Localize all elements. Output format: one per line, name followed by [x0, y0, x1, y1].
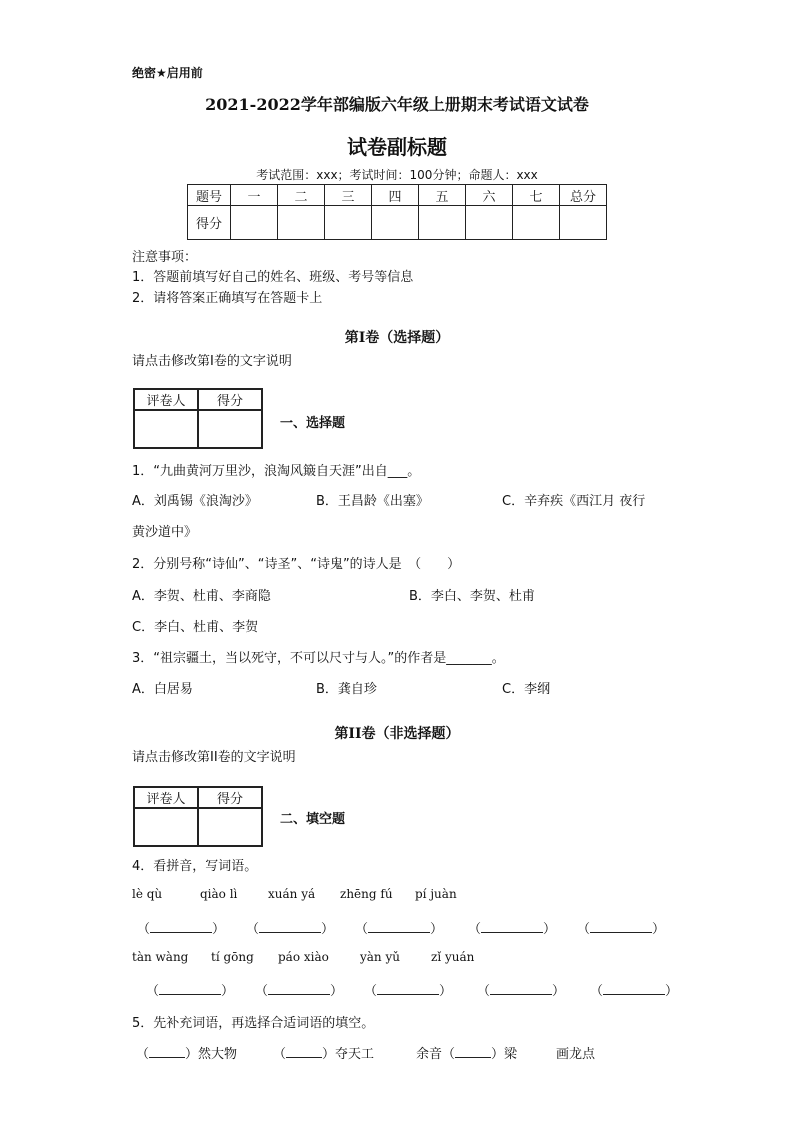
answer-blank[interactable]: （ ） — [468, 922, 557, 937]
answer-blank[interactable]: （ ） — [364, 984, 453, 999]
score-cell[interactable] — [325, 206, 372, 240]
answer-blank[interactable]: （ ） — [146, 984, 235, 999]
exam-title: 2021-2022学年部编版六年级上册期末考试语文试卷 — [205, 95, 589, 114]
answer-blank[interactable]: （ ） — [590, 984, 679, 999]
exam-info: 考试范围：xxx；考试时间：100分钟；命题人：xxx — [256, 168, 538, 182]
q5-item-text: 夺天工 — [335, 1047, 375, 1062]
fill-blank[interactable]: （ ） — [442, 1047, 505, 1062]
score-table-score-label: 得分 — [188, 206, 231, 240]
fill-blank[interactable]: （ ） — [136, 1047, 199, 1062]
grader-score-label: 得分 — [198, 389, 262, 410]
pinyin-item: zhēng fú — [340, 887, 393, 901]
score-cell[interactable] — [513, 206, 560, 240]
grader-cell[interactable] — [134, 410, 198, 448]
q4-stem: 4．看拼音，写词语。 — [132, 859, 258, 874]
grader-score-label: 得分 — [198, 787, 262, 808]
score-table-header-label: 题号 — [188, 185, 231, 206]
q5-item: 画龙点 — [556, 1047, 596, 1062]
note-item: 1．答题前填写好自己的姓名、班级、考号等信息 — [132, 270, 414, 285]
fill-blank[interactable]: （ ） — [273, 1047, 336, 1062]
q1-option-b[interactable]: B．王昌龄《出塞》 — [316, 494, 429, 509]
q1-stem: 1．“九曲黄河万里沙，浪淘风簸自天涯”出自___。 — [132, 464, 421, 479]
confidential-mark: 绝密★启用前 — [132, 66, 203, 80]
q5-item — [416, 1043, 517, 1062]
q1-option-c-cont: 黄沙道中》 — [132, 525, 198, 540]
answer-blank[interactable]: （ ） — [355, 922, 444, 937]
grader-score-cell[interactable] — [198, 808, 262, 846]
grader-cell[interactable] — [134, 808, 198, 846]
grader-score-cell[interactable] — [198, 410, 262, 448]
q3-option-a[interactable]: A．白居易 — [132, 682, 193, 697]
score-cell[interactable] — [560, 206, 607, 240]
answer-blank[interactable]: （ ） — [255, 984, 344, 999]
score-table-col: 四 — [372, 185, 419, 206]
score-table-col: 七 — [513, 185, 560, 206]
q5-item-text: 梁 — [504, 1047, 518, 1062]
notes-heading: 注意事项： — [132, 250, 198, 265]
score-table-col: 三 — [325, 185, 372, 206]
answer-blank[interactable]: （ ） — [137, 922, 226, 937]
part1-title: 第I卷（选择题） — [344, 330, 450, 346]
q3-option-b[interactable]: B．龚自珍 — [316, 682, 377, 697]
answer-blank[interactable]: （ ） — [246, 922, 335, 937]
q1-option-a[interactable]: A．刘禹锡《浪淘沙》 — [132, 494, 258, 509]
score-table-col: 总分 — [560, 185, 607, 206]
score-cell[interactable] — [372, 206, 419, 240]
score-table-col: 五 — [419, 185, 466, 206]
part2-grader-table — [133, 786, 263, 847]
pinyin-item: zǐ yuán — [431, 950, 475, 964]
section1-title: 一、选择题 — [280, 416, 346, 431]
q5-stem: 5．先补充词语，再选择合适词语的填空。 — [132, 1016, 375, 1031]
q5-item — [273, 1043, 374, 1062]
pinyin-item: yàn yǔ — [360, 950, 400, 964]
pinyin-item: pí juàn — [415, 887, 457, 901]
part1-desc[interactable]: 请点击修改第I卷的文字说明 — [132, 354, 292, 369]
score-table-col: 二 — [278, 185, 325, 206]
grader-label: 评卷人 — [134, 389, 198, 410]
answer-blank[interactable]: （ ） — [477, 984, 566, 999]
part2-title: 第II卷（非选择题） — [334, 726, 460, 742]
score-cell[interactable] — [419, 206, 466, 240]
score-table — [187, 184, 607, 240]
q2-option-b[interactable]: B．李白、李贺、杜甫 — [409, 589, 535, 604]
q5-item-text: 余音 — [416, 1047, 443, 1062]
q2-option-c[interactable]: C．李白、杜甫、李贺 — [132, 620, 259, 635]
q1-option-c[interactable]: C．辛弃疾《西江月 夜行 — [502, 494, 646, 509]
grader-label: 评卷人 — [134, 787, 198, 808]
part1-grader-table — [133, 388, 263, 449]
score-cell[interactable] — [466, 206, 513, 240]
score-cell[interactable] — [231, 206, 278, 240]
score-table-col: 六 — [466, 185, 513, 206]
score-table-col: 一 — [231, 185, 278, 206]
q2-option-a[interactable]: A．李贺、杜甫、李商隐 — [132, 589, 271, 604]
pinyin-item: qiào lì — [200, 887, 238, 901]
q5-item — [136, 1043, 237, 1062]
q5-item-text: 然大物 — [198, 1047, 238, 1062]
q3-stem: 3．“祖宗疆土，当以死守，不可以尺寸与人。”的作者是_______。 — [132, 651, 505, 666]
pinyin-item: lè qù — [132, 887, 163, 901]
q2-stem: 2．分别号称“诗仙”、“诗圣”、“诗鬼”的诗人是 （ ） — [132, 557, 461, 572]
exam-subtitle: 试卷副标题 — [347, 135, 447, 159]
score-cell[interactable] — [278, 206, 325, 240]
pinyin-item: xuán yá — [268, 887, 316, 901]
part2-desc[interactable]: 请点击修改第II卷的文字说明 — [132, 750, 296, 765]
q3-option-c[interactable]: C．李纲 — [502, 682, 551, 697]
pinyin-item: tàn wàng — [132, 950, 189, 964]
pinyin-item: páo xiào — [278, 950, 329, 964]
answer-blank[interactable]: （ ） — [577, 922, 666, 937]
section2-title: 二、填空题 — [280, 812, 346, 827]
note-item: 2．请将答案正确填写在答题卡上 — [132, 291, 323, 306]
pinyin-item: tí gōng — [211, 950, 254, 964]
